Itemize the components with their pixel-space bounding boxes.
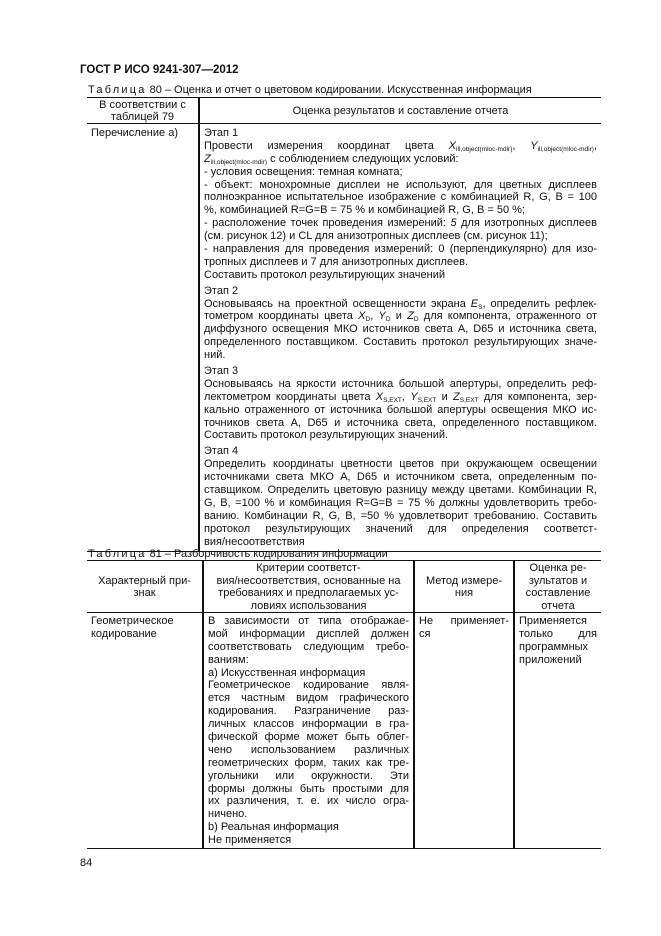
text-segment: Составить протокол результирующих значений: [204, 268, 446, 281]
text-segment: протокол результирующих значений для определения соответст-: [204, 522, 597, 535]
text-line: [204, 471, 597, 484]
text-segment: ,: [593, 139, 597, 152]
criteria-cell: [203, 613, 414, 849]
text-line: формы должны быть простыми для: [208, 782, 409, 795]
text-line: [204, 217, 597, 230]
text-line: [204, 458, 597, 471]
text-line: чено использованием различных: [208, 743, 409, 756]
text-segment: , определить рефлек-: [482, 297, 597, 310]
subscript: S,EXT: [417, 396, 437, 404]
subscript: ill,object(mloc-mdir): [537, 145, 594, 153]
text-segment: - объект: монохромные дисплеи не используют, для цветных дисплеев: [204, 178, 597, 191]
text-segment: вия/несоответствия: [204, 535, 305, 548]
text-line: приложений: [519, 653, 582, 666]
symbol: Y: [530, 139, 538, 152]
text-segment: Основываясь на проектной освещенности экрана: [204, 297, 471, 310]
text-segment: лектометром координаты цвета: [204, 390, 376, 403]
text-line: [204, 140, 597, 153]
text-line: [204, 127, 597, 140]
symbol: X: [375, 390, 384, 403]
header-line: требованиях и предполагаемых ус-: [218, 587, 399, 599]
text-segment: Провести измерения координат цвета: [204, 139, 449, 152]
evaluation-procedure: [199, 124, 601, 552]
text-line: [204, 536, 597, 549]
subscript: D: [365, 316, 371, 324]
text-line: [204, 391, 597, 404]
header-line: вия/несоответствия, основанные на: [216, 574, 401, 587]
text-segment: - расположение точек проведения измерений:: [204, 217, 451, 230]
text-line: [204, 349, 597, 362]
text-line: [204, 497, 597, 510]
table-80-caption: [88, 84, 532, 96]
text-segment: G, B, =100 % и комбинация R=G=B = 75 % должны удовлетворить требо-: [204, 496, 597, 509]
text-segment: - направления для проведения измерений: 0 (перпендикулярно) для изо-: [204, 243, 597, 256]
symbol: Y: [410, 390, 418, 403]
text-segment: Составить протокол результирующих значений.: [204, 429, 449, 442]
subscript: ill,object(mloc-mdir): [210, 158, 268, 166]
text-line: [204, 417, 597, 430]
subscript: S,EXT: [459, 396, 479, 404]
text-line: [204, 166, 597, 179]
header-cell-method: [414, 561, 514, 613]
text-line: личных классов информации в гра-: [208, 718, 409, 731]
text-segment: определенного поставщиком. Составить протокол результирующих значе-: [204, 336, 597, 349]
document-header: ГОСТ Р ИСО 9241-307—2012: [80, 64, 239, 76]
text-segment: (см. рисунок 12) и CL для анизотропных дисплеев (см. рисунок 11);: [204, 230, 548, 243]
text-segment: Этап 4: [204, 445, 239, 458]
text-line: [204, 153, 597, 166]
method-cell: [414, 613, 514, 849]
subscript: D: [413, 316, 419, 324]
symbol: 5: [450, 217, 457, 230]
text-line: программных: [519, 640, 589, 653]
header-line: Критерии соответст-: [256, 562, 361, 574]
header-cell-criteria: [203, 561, 414, 613]
caption-text: 80 – Оценка и отчет о цветовом кодировании. Искусственная информация: [149, 84, 532, 96]
text-line: геометрических форм, таких как тре-: [208, 756, 409, 769]
text-segment: ,: [370, 310, 379, 323]
text-segment: диффузного освещения МКО источников света А, D65 и источника света,: [204, 323, 597, 336]
symbol: E: [470, 297, 479, 310]
header-line: отчета: [541, 599, 575, 612]
text-line: соответствовать следующим требо-: [208, 640, 409, 653]
text-line: [204, 378, 597, 391]
text-line: [204, 285, 597, 298]
text-segment: ,: [512, 139, 531, 152]
caption-text: 81 – Разборчивость кодирования информации: [149, 548, 388, 560]
text-line: [204, 230, 597, 243]
text-line: В зависимости от типа отображае-: [208, 615, 409, 627]
symbol: Z: [407, 310, 414, 323]
text-line: [204, 204, 597, 217]
header-line: Метод измере-: [425, 574, 503, 587]
table-80: [87, 97, 601, 552]
text-segment: Этап 1: [204, 127, 239, 139]
header-line: Оценка ре-: [529, 562, 587, 574]
row-label: Перечисление а): [87, 124, 199, 552]
text-segment: тропных дисплеев и 7 для анизотропных дисплеев.: [204, 255, 469, 268]
text-segment: для компонента, зер-: [478, 390, 597, 403]
text-segment: и: [436, 390, 454, 403]
header-cell-feature: [87, 561, 203, 613]
text-line: а) Искусственная информация: [208, 666, 366, 679]
caption-word: Таблица: [88, 548, 147, 560]
text-line: [204, 365, 597, 378]
text-line: Не применяет-: [419, 615, 509, 627]
text-line: [204, 298, 597, 311]
text-line: [204, 310, 597, 323]
text-segment: Этап 2: [204, 284, 239, 297]
text-line: [204, 510, 597, 523]
text-line: [204, 484, 597, 497]
text-segment: источниками света МКО А, D65 и источником света, определенным по-: [204, 471, 597, 484]
text-line: b) Реальная информация: [208, 821, 339, 834]
text-line: Применяется: [519, 615, 588, 627]
header-line: зультатов и: [528, 574, 588, 587]
text-segment: полноэкранное испытательное изображение с комбинацией R, G, B = 100: [204, 191, 597, 204]
symbol: Z: [204, 152, 211, 165]
text-line: [204, 336, 597, 349]
text-line: ется частным видом графического: [208, 692, 409, 705]
text-line: [204, 523, 597, 536]
text-segment: для изотропных дисплеев: [456, 217, 597, 230]
subscript: D: [385, 316, 391, 324]
text-segment: ванию. Комбинации R, G, B, =50 % удовлетворит требованию. Составить: [204, 509, 597, 522]
table-row: [87, 613, 601, 849]
text-line: [204, 256, 597, 269]
table-header-row: [87, 561, 601, 613]
text-segment: ставщиком. Определить цветовую разницу между цветами. Комбинации R,: [204, 484, 597, 497]
table-81: [87, 560, 601, 849]
text-line: [204, 445, 597, 458]
text-line: [204, 243, 597, 256]
text-line: только для: [519, 627, 597, 640]
text-line: Не применяется: [208, 834, 292, 847]
subscript: S: [478, 303, 483, 311]
text-segment: Этап 3: [204, 365, 239, 378]
page-number: 84: [80, 857, 93, 869]
header-cell-evaluation: [514, 561, 601, 613]
text-line: кодирование: [91, 627, 157, 640]
text-line: угольники или окружности. Эти: [208, 769, 409, 782]
text-line: Геометрическое кодирование явля-: [208, 679, 409, 692]
header-line: ловиях использования: [250, 599, 367, 612]
header-line: Характерный при-: [98, 574, 191, 587]
text-segment: ний.: [204, 349, 226, 362]
text-segment: кально отраженного от источника большой апертуры освещения МКО ис-: [204, 403, 597, 416]
header-cell: В соответствии с таблицей 79: [87, 98, 199, 124]
caption-word: Таблица: [88, 84, 147, 96]
text-segment: и: [390, 310, 408, 323]
text-line: [204, 429, 597, 442]
text-line: мой информации дисплей должен: [208, 627, 409, 640]
text-segment: ,: [401, 390, 411, 403]
text-segment: %, комбинацией R=G=B = 75 % и комбинацией R, G, B = 50 %;: [204, 204, 525, 217]
text-line: их различения, т. е. их число огра-: [208, 795, 409, 808]
text-segment: Определить координаты цветности цветов при окружающем освещении: [204, 458, 597, 471]
text-line: ся: [419, 627, 431, 640]
subscript: S,EXT: [383, 396, 402, 404]
table-header-row: [87, 98, 601, 124]
text-line: фической форме может быть облег-: [208, 731, 409, 744]
header-line: составление: [525, 587, 591, 599]
text-segment: для компонента, отраженного от: [418, 310, 597, 323]
text-segment: - условия освещения: темная комната;: [204, 165, 403, 178]
feature-cell: [87, 613, 203, 849]
subscript: ill,object(mloc-mdir): [456, 145, 513, 153]
table-81-caption: [88, 548, 388, 560]
symbol: Y: [378, 310, 386, 323]
table-row: [87, 124, 601, 552]
header-line: ния: [454, 587, 474, 599]
text-segment: точников света А, D65 и источника света, определенного поставщиком.: [204, 416, 597, 429]
text-line: [204, 269, 597, 282]
text-line: ничено.: [208, 808, 248, 821]
text-line: кодирования. Разграничение раз-: [208, 705, 409, 718]
text-line: Геометрическое: [91, 615, 174, 627]
header-cell: Оценка результатов и составление отчета: [199, 98, 601, 124]
text-segment: тометром координаты цвета: [204, 310, 359, 323]
text-line: ваниям:: [208, 653, 249, 666]
text-line: [204, 179, 597, 192]
text-line: [204, 404, 597, 417]
symbol: X: [358, 310, 366, 323]
evaluation-cell: [514, 613, 601, 849]
symbol: X: [448, 139, 457, 152]
symbol: Z: [453, 390, 460, 403]
text-segment: Основываясь на яркости источника большой апертуры, определить реф-: [204, 377, 597, 390]
text-segment: с соблюдением следующих условий:: [267, 152, 459, 165]
text-line: [204, 323, 597, 336]
text-line: [204, 191, 597, 204]
header-line: знак: [133, 587, 156, 599]
